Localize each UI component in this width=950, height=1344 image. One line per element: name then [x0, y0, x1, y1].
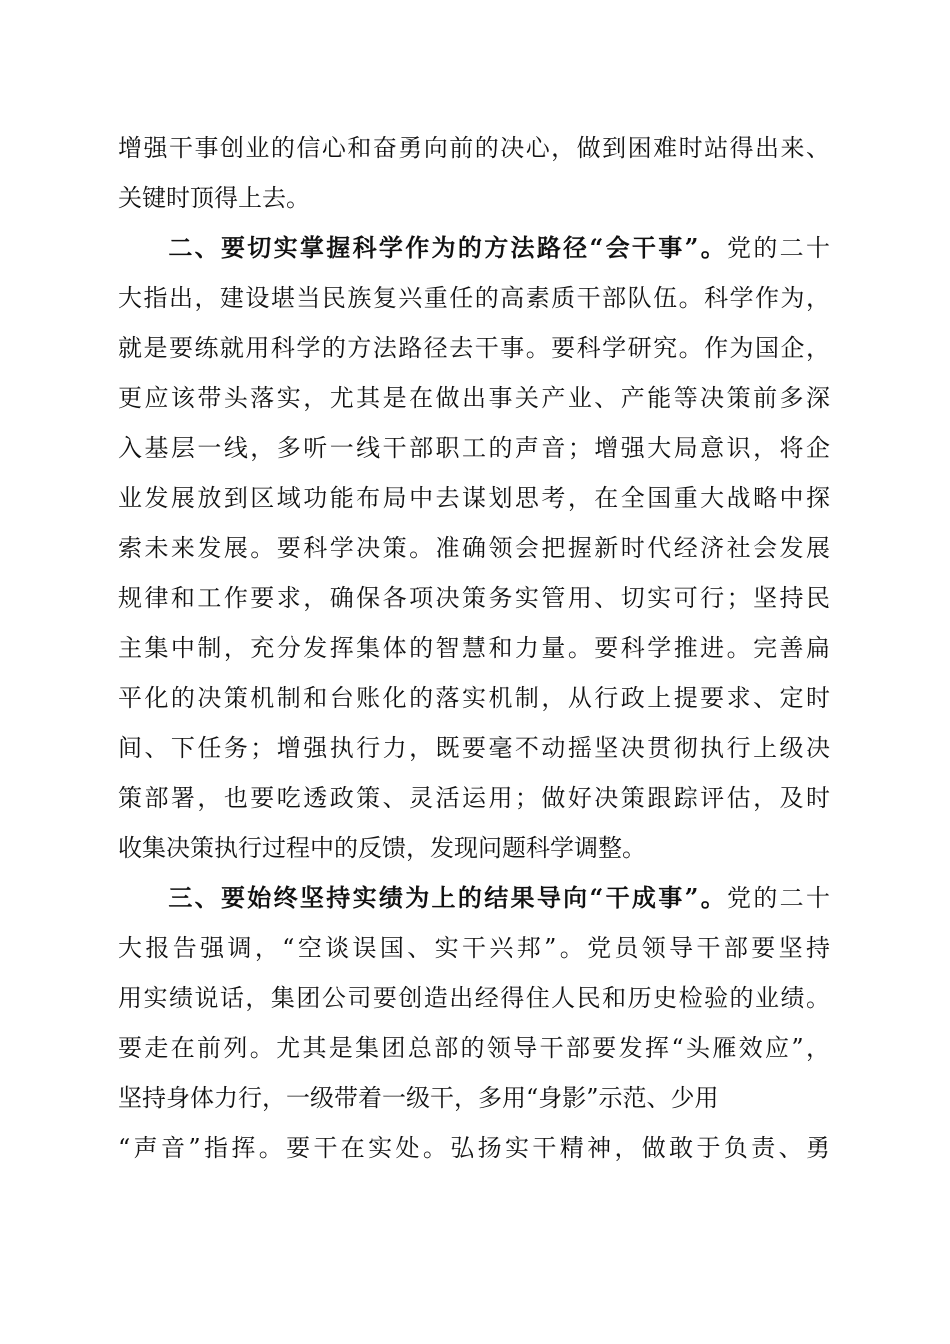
- p2-first-line: [118, 223, 830, 273]
- p2-line-4: 更应该带头落实，尤其是在做出事关产业、产能等决策前多深: [118, 384, 830, 412]
- p2-line-12: 策部署，也要吃透政策、灵活运用；做好决策跟踪评估，及时: [118, 784, 830, 812]
- p2-line-8: 规律和工作要求，确保各项决策务实管用、切实可行；坚持民: [118, 584, 830, 612]
- p2-line-10: 平化的决策机制和台账化的落实机制，从行政上提要求、定时: [118, 684, 830, 712]
- p3-line-3: 用实绩说话，集团公司要创造出经得住人民和历史检验的业绩。: [118, 984, 830, 1012]
- p2-line-3: 就是要练就用科学的方法路径去干事。要科学研究。作为国企，: [118, 334, 830, 362]
- p1-line-1: 增强干事创业的信心和奋勇向前的决心，做到困难时站得出来、: [118, 134, 830, 162]
- p2-line-11: 间、下任务；增强执行力，既要毫不动摇坚决贯彻执行上级决: [118, 734, 830, 762]
- p3-line-2: 大报告强调，“空谈误国、实干兴邦”。党员领导干部要坚持: [118, 934, 830, 962]
- p3-line-4: 要走在前列。尤其是集团总部的领导干部要发挥“头雁效应”，: [118, 1034, 830, 1062]
- p3-line-5: 坚持身体力行，一级带着一级干，多用“身影”示范、少用: [118, 1084, 719, 1112]
- p2-heading: 二、要切实掌握科学作为的方法路径“会干事”。: [166, 233, 728, 262]
- p2-line-5: 入基层一线，多听一线干部职工的声音；增强大局意识，将企: [118, 434, 830, 462]
- body-text: [118, 123, 830, 1173]
- p3-line-6: “声音”指挥。要干在实处。弘扬实干精神，做敢于负责、勇: [118, 1134, 830, 1162]
- p1-line-2: 关键时顶得上去。: [118, 184, 310, 212]
- p2-line-9: 主集中制，充分发挥集体的智慧和力量。要科学推进。完善扁: [118, 634, 830, 662]
- p2-line-7: 索未来发展。要科学决策。准确领会把握新时代经济社会发展: [118, 534, 830, 562]
- p3-first-line-rest: 党的二十: [727, 884, 830, 912]
- p2-line-2: 大指出，建设堪当民族复兴重任的高素质干部队伍。科学作为，: [118, 284, 830, 312]
- p2-line-13: 收集决策执行过程中的反馈，发现问题科学调整。: [118, 834, 646, 862]
- p2-first-line-rest: 党的二十: [727, 234, 830, 262]
- p2-line-6: 业发展放到区域功能布局中去谋划思考，在全国重大战略中探: [118, 484, 830, 512]
- p3-heading: 三、要始终坚持实绩为上的结果导向“干成事”。: [166, 883, 728, 912]
- p3-first-line: [118, 873, 830, 923]
